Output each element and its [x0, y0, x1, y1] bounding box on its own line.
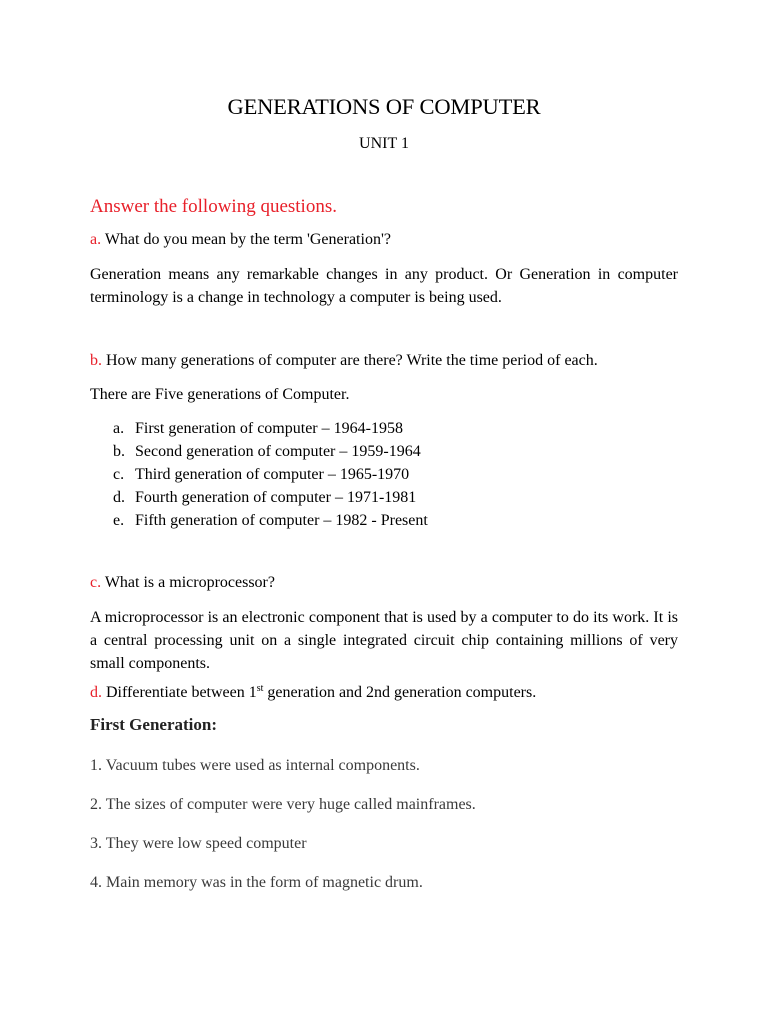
- list-item: [113, 509, 428, 532]
- question-text-end: generation and 2nd generation computers.: [263, 684, 537, 701]
- question-c: [90, 574, 678, 592]
- question-letter-dot: .: [98, 684, 102, 701]
- list-marker: c.: [113, 466, 125, 483]
- question-a: [90, 231, 678, 249]
- list-item: [113, 486, 428, 509]
- section-heading: Answer the following questions.: [90, 196, 337, 217]
- list-item-text: Second generation of computer – 1959-1964: [135, 443, 421, 460]
- question-text-start: Differentiate between 1: [102, 684, 257, 701]
- question-d: [90, 684, 678, 702]
- list-item: [113, 463, 428, 486]
- question-text: What is a microprocessor?: [101, 574, 275, 591]
- list-item-text: First generation of computer – 1964-1958: [135, 420, 403, 437]
- question-letter-dot: .: [97, 574, 102, 591]
- ordinal-superscript: st: [256, 683, 264, 694]
- first-generation-point: 4. Main memory was in the form of magnetic drum.: [90, 874, 423, 891]
- list-item-text: Third generation of computer – 1965-1970: [135, 466, 410, 483]
- list-item: [113, 417, 428, 440]
- list-marker: d.: [113, 489, 125, 506]
- answer-c: A microprocessor is an electronic component that is used by a computer to do its work. It is a central processing unit on a single integrated circuit chip containing millions of very small components.: [90, 609, 678, 672]
- question-letter-dot: .: [98, 352, 102, 369]
- first-generation-point: 1. Vacuum tubes were used as internal components.: [90, 757, 420, 774]
- question-b: [90, 352, 678, 370]
- unit-label: UNIT 1: [359, 135, 409, 152]
- question-text: How many generations of computer are there? Write the time period of each.: [102, 352, 598, 369]
- list-item-text: Fifth generation of computer – 1982 - Present: [135, 512, 428, 529]
- question-letter: a: [90, 231, 98, 248]
- question-text: What do you mean by the term 'Generation'?: [101, 231, 391, 248]
- answer-a: Generation means any remarkable changes in any product. Or Generation in computer terminology is a change in technology a computer is being used.: [90, 266, 678, 306]
- list-marker: e.: [113, 512, 125, 529]
- list-marker: a.: [113, 420, 125, 437]
- generations-list: [113, 417, 428, 532]
- first-generation-heading: First Generation:: [90, 715, 217, 734]
- question-letter: c: [90, 574, 98, 591]
- question-letter: b: [90, 352, 98, 369]
- list-item: [113, 440, 428, 463]
- question-letter-dot: .: [97, 231, 102, 248]
- page-title: GENERATIONS OF COMPUTER: [227, 94, 541, 119]
- list-item-text: Fourth generation of computer – 1971-1981: [135, 489, 417, 506]
- first-generation-point: 2. The sizes of computer were very huge called mainframes.: [90, 796, 476, 813]
- question-letter: d: [90, 684, 98, 701]
- list-marker: b.: [113, 443, 125, 460]
- answer-b-intro: There are Five generations of Computer.: [90, 386, 350, 403]
- first-generation-point: 3. They were low speed computer: [90, 835, 307, 852]
